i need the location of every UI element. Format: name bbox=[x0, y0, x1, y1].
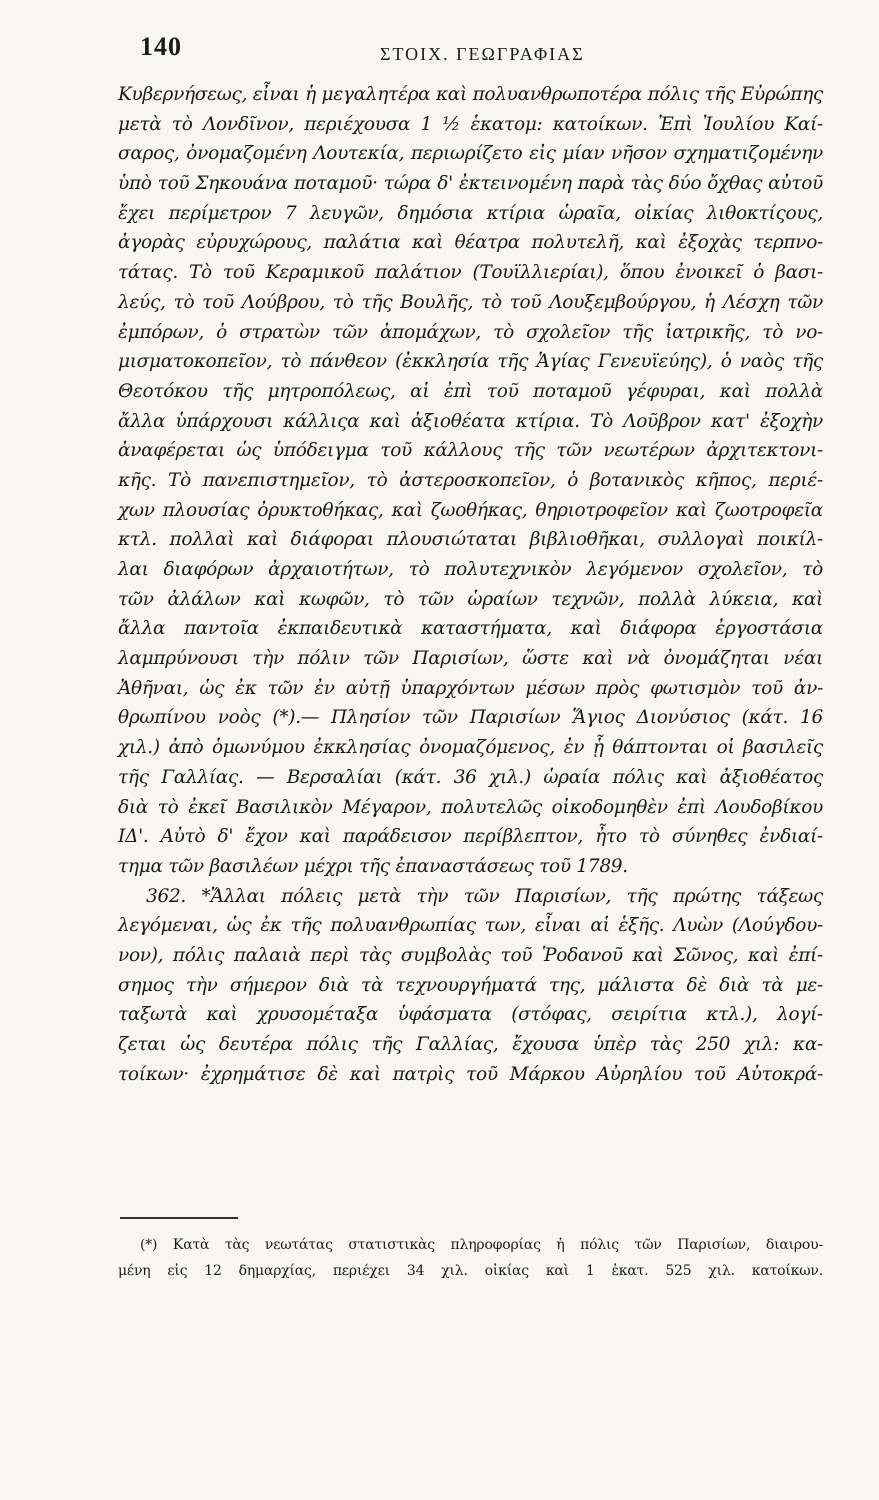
text-line: τῆς Γαλλίας. — Βερσαλίαι (κάτ. 36 χιλ.) ὡραία πόλις καὶ ἀξιοθέατος bbox=[118, 766, 823, 788]
text-line: ΙΔ'. Αὐτὸ δ' ἔχον καὶ παράδεισον περίβλεπτον, ἦτο τὸ σύνηθες ἐνδιαί- bbox=[118, 826, 823, 848]
text-line: τημα τῶν βασιλέων μέχρι τῆς ἐπαναστάσεως τοῦ 1789. bbox=[118, 855, 628, 877]
paragraph-start-line: 362. *Ἄλλαι πόλεις μετὰ τὴν τῶν Παρισίων, τῆς πρώτης τάξεως bbox=[146, 885, 823, 907]
text-line: μετὰ τὸ Λονδῖνον, περιέχουσα 1 ½ ἑκατομ: κατοίκων. Ἐπὶ Ἰουλίου Καί- bbox=[118, 113, 823, 135]
text-line: ἀγορὰς εὐρυχώρους, παλάτια καὶ θέατρα πολυτελῆ, καὶ ἐξοχὰς τερπνο- bbox=[118, 232, 823, 254]
page-header bbox=[118, 30, 818, 70]
text-line: σαρος, ὀνομαζομένη Λουτεκία, περιωρίζετο εἰς μίαν νῆσον σχηματιζομένην bbox=[118, 143, 823, 165]
footnote-line: μένη εἰς 12 δημαρχίας, περιέχει 34 χιλ. οἰκίας καὶ 1 ἑκατ. 525 χιλ. κατοίκων. bbox=[118, 1263, 823, 1279]
text-line: ἄλλα ὑπάρχουσι κάλλιςα καὶ ἀξιοθέατα κτίρια. Τὸ Λοῦβρον κατ' ἐξοχὴν bbox=[118, 410, 823, 432]
text-line: λεγόμεναι, ὡς ἐκ τῆς πολυανθρωπίας των, εἶναι αἱ ἑξῆς. Λυὼν (Λούγδου- bbox=[118, 915, 823, 937]
text-line: διὰ τὸ ἐκεῖ Βασιλικὸν Μέγαρον, πολυτελῶς οἰκοδομηθὲν ἐπὶ Λουδοβίκου bbox=[118, 796, 823, 818]
text-line: ἄλλα παντοῖα ἐκπαιδευτικὰ καταστήματα, καὶ διάφορα ἐργοστάσια bbox=[118, 618, 823, 640]
footnote-line: (*) Κατὰ τὰς νεωτάτας στατιστικὰς πληροφορίας ἡ πόλις τῶν Παρισίων, διαιρου- bbox=[140, 1237, 823, 1253]
text-line: λεύς, τὸ τοῦ Λούβρου, τὸ τῆς Βουλῆς, τὸ τοῦ Λουξεμβούργου, ἡ Λέσχη τῶν bbox=[118, 291, 823, 313]
running-head: ΣΤΟΙΧ. ΓΕΩΓΡΑΦΙΑΣ bbox=[380, 44, 585, 64]
text-line: ἔχει περίμετρον 7 λευγῶν, δημόσια κτίρια ὡραῖα, οἰκίας λιθοκτίςους, bbox=[118, 202, 823, 224]
text-line: λαι διαφόρων ἀρχαιοτήτων, τὸ πολυτεχνικὸν λεγόμενον σχολεῖον, τὸ bbox=[118, 559, 823, 580]
text-line: λαμπρύνουσι τὴν πόλιν τῶν Παρισίων, ὥστε καὶ νὰ ὀνομάζηται νέαι bbox=[118, 648, 823, 670]
text-line: Ἀθῆναι, ὡς ἐκ τῶν ἐν αὐτῇ ὑπαρχόντων μέσων πρὸς φωτισμὸν τοῦ ἀν- bbox=[118, 677, 823, 699]
text-line: ὑπὸ τοῦ Σηκουάνα ποταμοῦ· τώρα δ' ἐκτεινομένη παρὰ τὰς δύο ὄχθας αὐτοῦ bbox=[118, 173, 823, 195]
text-line: Κυβερνήσεως, εἶναι ἡ μεγαλητέρα καὶ πολυανθρωποτέρα πόλις τῆς Εὐρώπης bbox=[118, 84, 823, 105]
text-line: χων πλουσίας ὀρυκτοθήκας, καὶ ζωοθήκας, θηριοτροφεῖον καὶ ζωοτροφεῖα bbox=[118, 499, 823, 521]
text-line: τάτας. Τὸ τοῦ Κεραμικοῦ παλάτιον (Τουϊλλιερίαι), ὅπου ἐνοικεῖ ὁ βασι- bbox=[118, 262, 823, 284]
text-line: θρωπίνου νοὸς (*).— Πλησίον τῶν Παρισίων Ἅγιος Διονύσιος (κάτ. 16 bbox=[118, 707, 823, 729]
text-line: ἐμπόρων, ὁ στρατὼν τῶν ἀπομάχων, τὸ σχολεῖον τῆς ἰατρικῆς, τὸ νο- bbox=[118, 321, 823, 343]
footnote bbox=[118, 1232, 823, 1284]
text-line: κῆς. Τὸ πανεπιστημεῖον, τὸ ἀστεροσκοπεῖον, ὁ βοτανικὸς κῆπος, περιέ- bbox=[118, 469, 823, 491]
text-line: Θεοτόκου τῆς μητροπόλεως, αἱ ἐπὶ τοῦ ποταμοῦ γέφυραι, καὶ πολλὰ bbox=[118, 380, 823, 402]
text-line: τῶν ἀλάλων καὶ κωφῶν, τὸ τῶν ὡραίων τεχνῶν, πολλὰ λύκεια, καὶ bbox=[118, 588, 823, 610]
text-line: ζεται ὡς δευτέρα πόλις τῆς Γαλλίας, ἔχουσα ὑπὲρ τὰς 250 χιλ: κα- bbox=[118, 1034, 823, 1055]
text-line: τοίκων· ἐχρημάτισε δὲ καὶ πατρὶς τοῦ Μάρκου Αὐρηλίου τοῦ Αὐτοκρά- bbox=[118, 1063, 823, 1085]
text-line: ταξωτὰ καὶ χρυσομέταξα ὑφάσματα (στόφας, σειρίτια κτλ.), λογί- bbox=[118, 1004, 823, 1026]
text-line: νον), πόλις παλαιὰ περὶ τὰς συμβολὰς τοῦ Ῥοδανοῦ καὶ Σῶνος, καὶ ἐπί- bbox=[118, 944, 823, 966]
text-line: κτλ. πολλαὶ καὶ διάφοραι πλουσιώταται βιβλιοθῆκαι, συλλογαὶ ποικίλ- bbox=[118, 529, 823, 551]
footnote-rule bbox=[120, 1217, 238, 1219]
text-line: σημος τὴν σήμερον διὰ τὰ τεχνουργήματά της, μάλιστα δὲ διὰ τὰ με- bbox=[118, 974, 823, 996]
body-text bbox=[118, 80, 823, 1089]
page-number: 140 bbox=[140, 32, 182, 61]
text-line: ἀναφέρεται ὡς ὑπόδειγμα τοῦ κάλλους τῆς τῶν νεωτέρων ἀρχιτεκτονι- bbox=[118, 440, 823, 462]
text-line: χιλ.) ἀπὸ ὁμωνύμου ἐκκλησίας ὀνομαζόμενος, ἐν ᾗ θάπτονται οἱ βασιλεῖς bbox=[118, 737, 823, 759]
text-line: μισματοκοπεῖον, τὸ πάνθεον (ἐκκλησία τῆς Ἁγίας Γενευϊεύης), ὁ ναὸς τῆς bbox=[118, 351, 823, 373]
